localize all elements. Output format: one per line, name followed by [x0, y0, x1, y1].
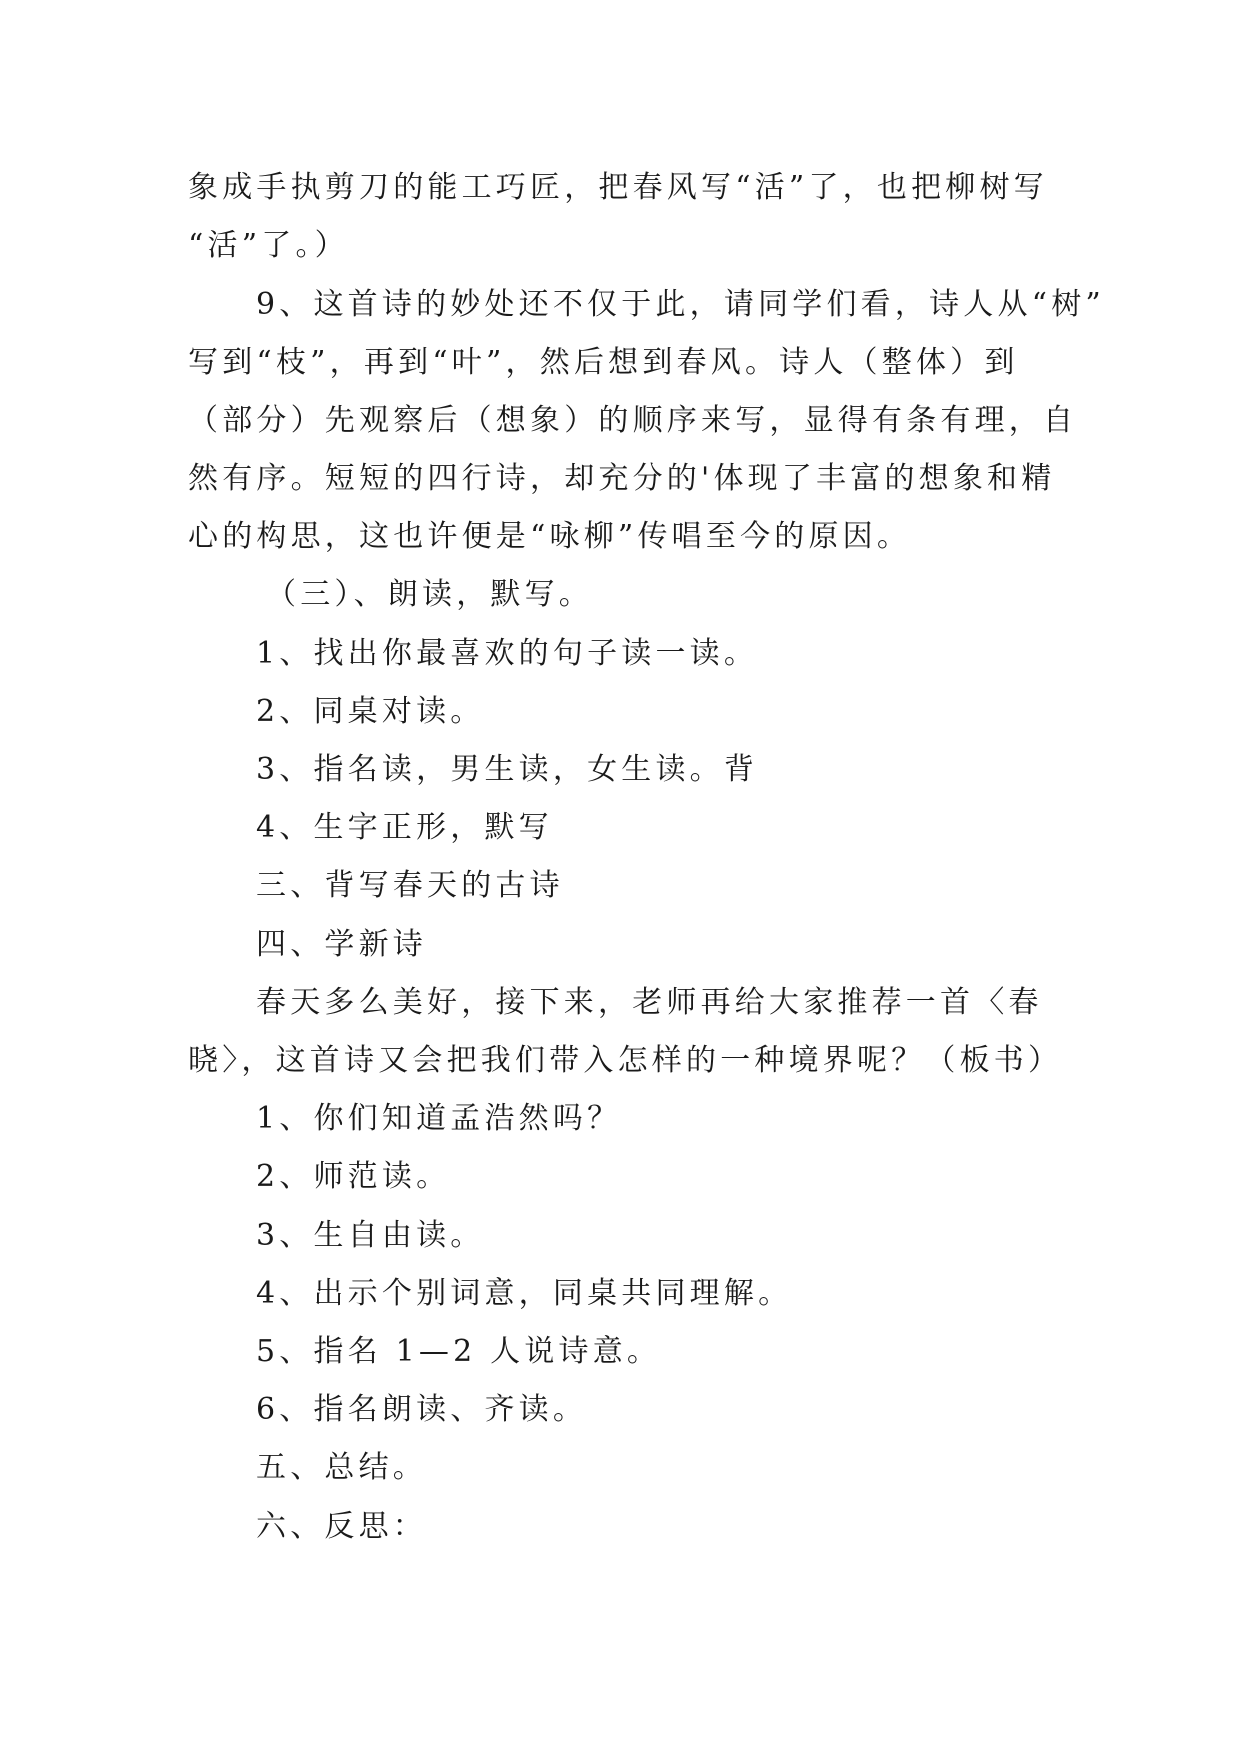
list-item: 1、找出你最喜欢的句子读一读。 — [256, 636, 759, 671]
section-heading: 四、学新诗 — [256, 927, 427, 962]
section-heading: 五、总结。 — [256, 1450, 427, 1485]
list-item: 2、师范读。 — [256, 1159, 451, 1194]
text-line: “活”了。） — [188, 228, 349, 263]
list-item: 3、生自由读。 — [256, 1218, 485, 1253]
text-line: 象成手执剪刀的能工巧匠，把春风写“活”了，也把柳树写 — [188, 170, 1048, 205]
text-line: 写到“枝”，再到“叶”，然后想到春风。诗人（整体）到 — [188, 345, 1019, 380]
list-item: 2、同桌对读。 — [256, 694, 485, 729]
section-heading: 三、背写春天的古诗 — [256, 868, 564, 903]
text-line: 晓〉，这首诗又会把我们带入怎样的一种境界呢？（板书） — [188, 1043, 1063, 1078]
text-line: 春天多么美好，接下来，老师再给大家推荐一首〈春 — [256, 985, 1043, 1020]
list-item: 1、你们知道孟浩然吗？ — [256, 1101, 622, 1136]
section-heading: 六、反思： — [256, 1509, 427, 1544]
text-line: 然有序。短短的四行诗，却充分的'体现了丰富的想象和精 — [188, 461, 1056, 496]
list-item: 4、生字正形，默写 — [256, 810, 553, 845]
text-line: 心的构思，这也许便是“咏柳”传唱至今的原因。 — [188, 519, 912, 554]
list-item: 3、指名读，男生读，女生读。背 — [256, 752, 759, 787]
text-line: 9、这首诗的妙处还不仅于此，请同学们看，诗人从“树” — [256, 287, 1105, 322]
list-item: 4、出示个别词意，同桌共同理解。 — [256, 1276, 793, 1311]
list-item: 5、指名 1—2 人说诗意。 — [256, 1334, 662, 1369]
section-heading: （三）、朗读，默写。 — [266, 577, 593, 612]
list-item: 6、指名朗读、齐读。 — [256, 1392, 588, 1427]
text-line: （部分）先观察后（想象）的顺序来写，显得有条有理，自 — [188, 403, 1078, 438]
